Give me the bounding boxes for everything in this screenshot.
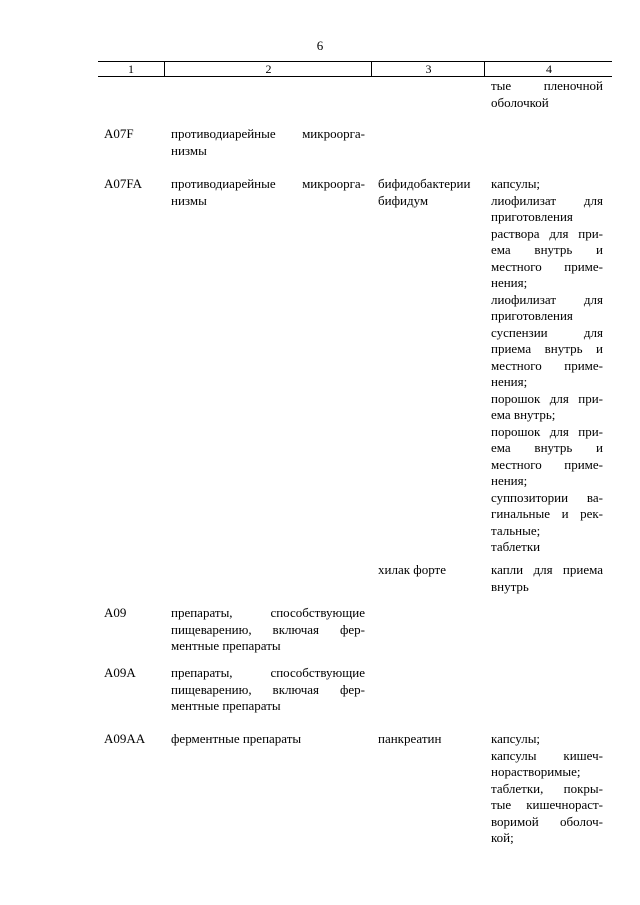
dosage-form-line: местного приме-	[491, 258, 603, 274]
dosage-form-line: суспензии для	[491, 324, 603, 340]
page-number: 6	[316, 38, 324, 53]
dosage-form-line: ема внутрь и	[491, 242, 603, 257]
column-header-1: 1	[128, 62, 134, 76]
dosage-form-cell	[491, 562, 603, 595]
dosage-form-cell	[491, 78, 603, 111]
atc-code-cell	[104, 126, 164, 143]
dosage-form-line: капли для приема	[491, 562, 603, 577]
dosage-form-line: ема внутрь и	[491, 440, 603, 455]
dosage-form-line: приема внутрь и	[491, 341, 603, 356]
drug-name-line: панкреатин	[378, 731, 442, 746]
group-name-line: пищеварению, включая фер-	[171, 681, 365, 697]
group-name-line: противодиарейные микроорга-	[171, 176, 365, 191]
atc-code: A09	[104, 605, 127, 620]
column-header-2: 2	[164, 62, 372, 76]
group-name-line: ферментные препараты	[171, 731, 302, 746]
atc-code-cell	[104, 665, 164, 682]
group-name-line: пищеварению, включая фер-	[171, 621, 365, 637]
group-name-cell	[171, 126, 365, 159]
group-name-cell	[171, 605, 365, 655]
atc-code-cell	[104, 176, 164, 193]
dosage-form-line: капсулы кишеч-	[491, 747, 603, 763]
dosage-form-cell	[491, 731, 603, 847]
drug-name-cell	[378, 562, 484, 579]
dosage-form-line: гинальные и рек-	[491, 506, 603, 521]
drug-name-line: бифидум	[378, 192, 429, 208]
dosage-form-line: лиофилизат для	[491, 291, 603, 307]
group-name-line: низмы	[171, 142, 207, 158]
atc-code-cell	[104, 605, 164, 622]
dosage-form-line: приготовления	[491, 209, 573, 224]
dosage-form-line: местного приме-	[491, 456, 603, 472]
group-name-line: препараты, способствующие	[171, 605, 365, 620]
group-name-line: противодиарейные микроорга-	[171, 126, 365, 141]
drug-name-cell	[378, 731, 484, 748]
atc-code: A07F	[104, 126, 134, 141]
dosage-form-line: капсулы;	[491, 731, 541, 746]
dosage-form-line: раствора для при-	[491, 225, 603, 241]
table-header-row	[98, 61, 612, 77]
atc-code: A09AA	[104, 731, 146, 746]
group-name-cell	[171, 176, 365, 209]
dosage-form-line: норастворимые;	[491, 764, 581, 779]
dosage-form-line: капсулы;	[491, 176, 541, 191]
group-name-cell	[171, 665, 365, 715]
group-name-cell	[171, 731, 365, 748]
atc-code: A09A	[104, 665, 136, 680]
dosage-form-line: тые кишечнораст-	[491, 797, 603, 812]
column-header-4: 4	[484, 62, 613, 76]
dosage-form-line: нения;	[491, 374, 528, 389]
dosage-form-cell	[491, 176, 603, 556]
dosage-form-line: внутрь	[491, 578, 529, 594]
dosage-form-line: воримой оболоч-	[491, 813, 603, 829]
dosage-form-line: лиофилизат для	[491, 192, 603, 208]
dosage-form-line: ема внутрь;	[491, 407, 556, 422]
dosage-form-line: кой;	[491, 830, 514, 845]
dosage-form-line: суппозитории ва-	[491, 489, 603, 505]
drug-name-cell	[378, 176, 484, 209]
dosage-form-line: приготовления	[491, 308, 573, 323]
dosage-form-line: нения;	[491, 275, 528, 290]
group-name-line: ментные препараты	[171, 698, 281, 713]
dosage-form-line: тые пленочной	[491, 78, 603, 93]
dosage-form-line: нения;	[491, 473, 528, 488]
dosage-form-line: порошок для при-	[491, 390, 603, 406]
dosage-form-line: оболочкой	[491, 94, 549, 110]
group-name-line: низмы	[171, 192, 207, 208]
dosage-form-line: таблетки, покры-	[491, 780, 603, 796]
group-name-line: ментные препараты	[171, 638, 281, 653]
drug-name-line: бифидобактерии	[378, 176, 471, 191]
dosage-form-line: тальные;	[491, 522, 541, 538]
dosage-form-line: местного приме-	[491, 357, 603, 373]
dosage-form-line: таблетки	[491, 539, 541, 554]
atc-code-cell	[104, 731, 164, 748]
atc-code: A07FA	[104, 176, 143, 191]
column-header-3: 3	[371, 62, 485, 76]
group-name-line: препараты, способствующие	[171, 665, 365, 680]
dosage-form-line: порошок для при-	[491, 423, 603, 439]
drug-name-line: хилак форте	[378, 562, 446, 577]
